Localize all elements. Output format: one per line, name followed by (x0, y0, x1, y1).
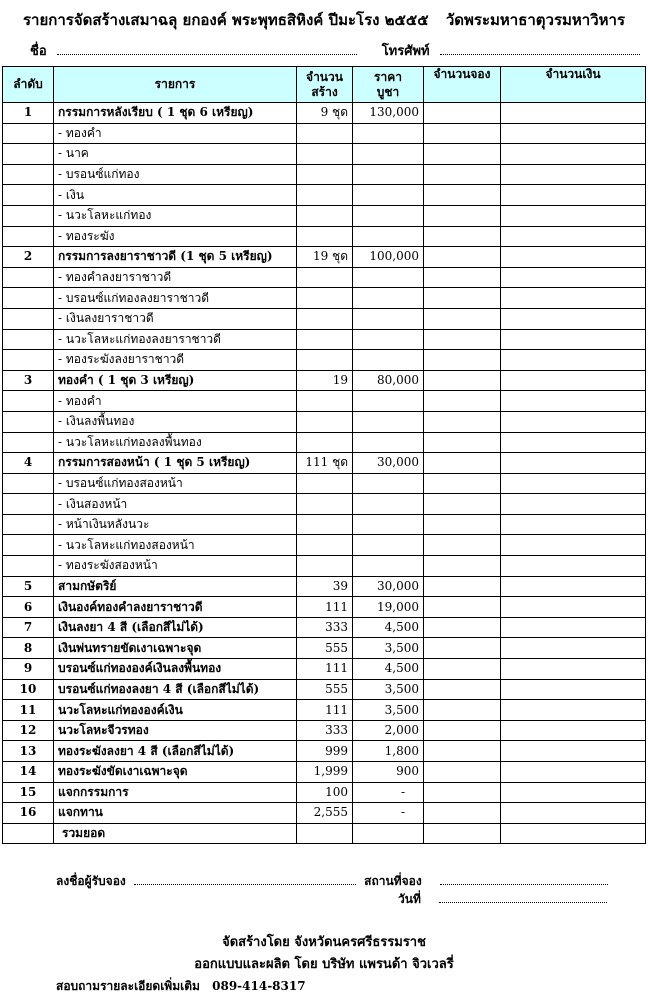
amount-cell[interactable] (501, 247, 646, 268)
contact-line (56, 977, 306, 996)
price: 3,500 (353, 638, 424, 659)
price: 3,500 (353, 679, 424, 700)
item-name: - ทองคำลงยาราชาวดี (54, 267, 297, 288)
price (353, 514, 424, 535)
phone-field[interactable] (440, 42, 640, 55)
price: 3,500 (353, 700, 424, 721)
quantity-built: 333 (297, 617, 353, 638)
amount-cell[interactable] (501, 556, 646, 577)
item-name: นวะโลหะแก่ทององค์เงิน (54, 700, 297, 721)
header-qty-line2: สร้าง (311, 84, 338, 99)
row-number: 16 (3, 803, 54, 824)
table-row (3, 782, 646, 803)
amount-cell[interactable] (501, 205, 646, 226)
table-row (3, 679, 646, 700)
price: 130,000 (353, 103, 424, 124)
price: - (353, 782, 424, 803)
reserve-cell[interactable] (424, 473, 501, 494)
quantity-built (297, 473, 353, 494)
price: 30,000 (353, 453, 424, 474)
price: - (353, 803, 424, 824)
quantity-built: 2,555 (297, 803, 353, 824)
price: 900 (353, 762, 424, 783)
row-number: 6 (3, 597, 54, 618)
table-row (3, 741, 646, 762)
item-name: - ทองคำ (54, 391, 297, 412)
price (353, 535, 424, 556)
amount-cell[interactable] (501, 103, 646, 124)
total-row (3, 823, 646, 844)
reserve-cell[interactable] (424, 205, 501, 226)
price: 100,000 (353, 247, 424, 268)
amount-cell[interactable] (501, 453, 646, 474)
quantity-built (297, 823, 353, 844)
item-name: - นวะโลหะแก่ทองลงพื้นทอง (54, 432, 297, 453)
item-name: แจกทาน (54, 803, 297, 824)
item-name: บรอนซ์แก่ทององค์เงินลงพื้นทอง (54, 659, 297, 680)
amount-cell[interactable] (501, 638, 646, 659)
sub-item-row (3, 535, 646, 556)
amount-cell[interactable] (501, 597, 646, 618)
reserve-cell[interactable] (424, 514, 501, 535)
header-price-line1: ราคา (374, 69, 402, 84)
place-label: สถานที่จอง (364, 874, 422, 888)
amount-cell[interactable] (501, 391, 646, 412)
amount-cell[interactable] (501, 288, 646, 309)
row-number: 11 (3, 700, 54, 721)
row-number (3, 514, 54, 535)
reserve-cell[interactable] (424, 803, 501, 824)
price (353, 329, 424, 350)
item-name: เงินลงยา 4 สี (เลือกสีไม่ได้) (54, 617, 297, 638)
price: 2,000 (353, 720, 424, 741)
quantity-built: 111 ชุด (297, 453, 353, 474)
price (353, 308, 424, 329)
place-field[interactable] (440, 872, 608, 885)
signer-line (56, 872, 608, 891)
table-row (3, 617, 646, 638)
item-name: สามกษัตริย์ (54, 576, 297, 597)
reserve-cell[interactable] (424, 720, 501, 741)
item-name: บรอนซ์แก่ทองลงยา 4 สี (เลือกสีไม่ได้) (54, 679, 297, 700)
item-name: กรรมการหลังเรียบ ( 1 ชุด 6 เหรียญ) (54, 103, 297, 124)
amount-cell[interactable] (501, 617, 646, 638)
quantity-built (297, 205, 353, 226)
sub-item-row (3, 226, 646, 247)
sub-item-row (3, 494, 646, 515)
amount-cell[interactable] (501, 700, 646, 721)
sub-item-row (3, 308, 646, 329)
price (353, 205, 424, 226)
item-name: - บรอนซ์แก่ทอง (54, 164, 297, 185)
reserve-cell[interactable] (424, 329, 501, 350)
sub-item-row (3, 514, 646, 535)
date-line (398, 890, 607, 909)
amount-cell[interactable] (501, 679, 646, 700)
row-number (3, 535, 54, 556)
reserve-cell[interactable] (424, 247, 501, 268)
amount-cell[interactable] (501, 659, 646, 680)
row-number (3, 329, 54, 350)
item-name: กรรมการลงยาราชาวดี (1 ชุด 5 เหรียญ) (54, 247, 297, 268)
item-name: - เงิน (54, 185, 297, 206)
quantity-built: 9 ชุด (297, 103, 353, 124)
price (353, 288, 424, 309)
phone-label: โทรศัพท์ (381, 44, 430, 59)
row-number (3, 823, 54, 844)
reserve-cell[interactable] (424, 432, 501, 453)
sub-item-row (3, 267, 646, 288)
sub-item-row (3, 556, 646, 577)
title-main: รายการจัดสร้างเสมาฉลุ ยกองค์ พระพุทธสิหิงค์ ปีมะโรง ๒๕๕๕ (22, 11, 429, 29)
row-number (3, 494, 54, 515)
table-row (3, 659, 646, 680)
item-name: กรรมการสองหน้า ( 1 ชุด 5 เหรียญ) (54, 453, 297, 474)
reserve-cell[interactable] (424, 391, 501, 412)
made-by: จัดสร้างโดย จังหวัดนครศรีธรรมราช (222, 935, 426, 950)
table-row (3, 762, 646, 783)
quantity-built (297, 185, 353, 206)
quantity-built: 111 (297, 700, 353, 721)
reserve-cell[interactable] (424, 679, 501, 700)
reserve-cell[interactable] (424, 185, 501, 206)
row-number: 13 (3, 741, 54, 762)
date-field[interactable] (439, 890, 607, 903)
amount-cell[interactable] (501, 514, 646, 535)
reserve-cell[interactable] (424, 267, 501, 288)
amount-cell[interactable] (501, 411, 646, 432)
table-row (3, 247, 646, 268)
reserve-cell[interactable] (424, 556, 501, 577)
row-number (3, 308, 54, 329)
row-number (3, 556, 54, 577)
table-row (3, 103, 646, 124)
quantity-built: 19 (297, 370, 353, 391)
row-number (3, 164, 54, 185)
quantity-built (297, 329, 353, 350)
table-body (3, 103, 646, 844)
price (353, 432, 424, 453)
price (353, 185, 424, 206)
amount-cell[interactable] (501, 144, 646, 165)
table-row (3, 597, 646, 618)
price (353, 494, 424, 515)
sub-item-row (3, 350, 646, 371)
row-number (3, 267, 54, 288)
row-number (3, 144, 54, 165)
header-reserve: จำนวนจอง (424, 67, 501, 103)
quantity-built (297, 226, 353, 247)
row-number (3, 391, 54, 412)
amount-cell[interactable] (501, 123, 646, 144)
table-row (3, 453, 646, 474)
reserve-cell[interactable] (424, 164, 501, 185)
reserve-cell[interactable] (424, 144, 501, 165)
price: 4,500 (353, 659, 424, 680)
item-name: - นาค (54, 144, 297, 165)
reserve-cell[interactable] (424, 617, 501, 638)
quantity-built (297, 514, 353, 535)
quantity-built (297, 350, 353, 371)
amount-cell[interactable] (501, 576, 646, 597)
row-number: 7 (3, 617, 54, 638)
reserve-cell[interactable] (424, 638, 501, 659)
amount-cell[interactable] (501, 370, 646, 391)
row-number: 10 (3, 679, 54, 700)
sub-item-row (3, 411, 646, 432)
quantity-built (297, 494, 353, 515)
item-name: ทองระฆังลงยา 4 สี (เลือกสีไม่ได้) (54, 741, 297, 762)
amount-cell[interactable] (501, 803, 646, 824)
reserve-cell[interactable] (424, 576, 501, 597)
sub-item-row (3, 123, 646, 144)
sub-item-row (3, 164, 646, 185)
item-name: ทองระฆังขัดเงาเฉพาะจุด (54, 762, 297, 783)
amount-cell[interactable] (501, 267, 646, 288)
order-table (2, 66, 646, 844)
price (353, 823, 424, 844)
row-number: 5 (3, 576, 54, 597)
contact-label: สอบถามรายละเอียดเพิ่มเติม (56, 979, 200, 993)
sub-item-row (3, 144, 646, 165)
header-qty (297, 67, 353, 103)
row-number (3, 123, 54, 144)
row-number: 2 (3, 247, 54, 268)
quantity-built (297, 288, 353, 309)
table-row (3, 576, 646, 597)
reserve-cell[interactable] (424, 494, 501, 515)
table-row (3, 370, 646, 391)
price (353, 123, 424, 144)
quantity-built: 1,999 (297, 762, 353, 783)
amount-cell[interactable] (501, 226, 646, 247)
sub-item-row (3, 473, 646, 494)
item-name: นวะโลหะจีวรทอง (54, 720, 297, 741)
table-row (3, 803, 646, 824)
contact-fill-line (30, 40, 640, 61)
row-number (3, 473, 54, 494)
reserve-cell[interactable] (424, 226, 501, 247)
item-name: รวมยอด (54, 823, 297, 844)
quantity-built: 333 (297, 720, 353, 741)
quantity-built (297, 164, 353, 185)
reserve-cell[interactable] (424, 308, 501, 329)
reserve-cell[interactable] (424, 782, 501, 803)
designed-by: ออกแบบและผลิต โดย บริษัท แพรนด้า จิวเวลรี่ (194, 957, 454, 972)
row-number: 4 (3, 453, 54, 474)
amount-cell[interactable] (501, 535, 646, 556)
header-item: รายการ (54, 67, 297, 103)
header-qty-line1: จำนวน (306, 69, 343, 84)
document-title (0, 8, 648, 32)
contact-phone: 089-414-8317 (212, 979, 306, 993)
reserve-cell[interactable] (424, 123, 501, 144)
sub-item-row (3, 288, 646, 309)
quantity-built: 100 (297, 782, 353, 803)
quantity-built (297, 556, 353, 577)
amount-cell[interactable] (501, 350, 646, 371)
table-row (3, 638, 646, 659)
sub-item-row (3, 432, 646, 453)
quantity-built: 39 (297, 576, 353, 597)
table-row (3, 720, 646, 741)
item-name: แจกกรรมการ (54, 782, 297, 803)
item-name: - นวะโลหะแก่ทองลงยาราชาวดี (54, 329, 297, 350)
row-number: 9 (3, 659, 54, 680)
reserve-cell[interactable] (424, 597, 501, 618)
reserve-cell[interactable] (424, 762, 501, 783)
signer-field[interactable] (134, 872, 356, 885)
header-amount: จำนวนเงิน (501, 67, 646, 103)
item-name: เงินองค์ทองคำลงยาราชาวดี (54, 597, 297, 618)
item-name: - บรอนซ์แก่ทองลงยาราชาวดี (54, 288, 297, 309)
signer-label: ลงชื่อผู้รับจอง (56, 874, 126, 888)
row-number: 15 (3, 782, 54, 803)
row-number (3, 411, 54, 432)
item-name: - นวะโลหะแก่ทอง (54, 205, 297, 226)
price (353, 226, 424, 247)
reserve-cell[interactable] (424, 350, 501, 371)
price: 4,500 (353, 617, 424, 638)
name-field[interactable] (57, 42, 357, 55)
row-number: 3 (3, 370, 54, 391)
header-price (353, 67, 424, 103)
row-number (3, 432, 54, 453)
row-number (3, 288, 54, 309)
header-no: ลำดับ (3, 67, 54, 103)
price (353, 350, 424, 371)
sub-item-row (3, 205, 646, 226)
row-number: 8 (3, 638, 54, 659)
amount-cell[interactable] (501, 473, 646, 494)
row-number: 12 (3, 720, 54, 741)
item-name: - ทองคำ (54, 123, 297, 144)
sub-item-row (3, 329, 646, 350)
quantity-built: 555 (297, 679, 353, 700)
amount-cell[interactable] (501, 494, 646, 515)
table-row (3, 700, 646, 721)
quantity-built (297, 267, 353, 288)
item-name: - หน้าเงินหลังนวะ (54, 514, 297, 535)
price (353, 391, 424, 412)
reserve-cell[interactable] (424, 700, 501, 721)
amount-cell[interactable] (501, 164, 646, 185)
sub-item-row (3, 185, 646, 206)
sub-item-row (3, 391, 646, 412)
name-label: ชื่อ (30, 44, 47, 59)
item-name: - นวะโลหะแก่ทองสองหน้า (54, 535, 297, 556)
price (353, 267, 424, 288)
item-name: - บรอนซ์แก่ทองสองหน้า (54, 473, 297, 494)
reserve-cell[interactable] (424, 288, 501, 309)
quantity-built (297, 432, 353, 453)
amount-cell[interactable] (501, 329, 646, 350)
amount-cell[interactable] (501, 308, 646, 329)
item-name: - ทองระฆัง (54, 226, 297, 247)
price (353, 144, 424, 165)
header-price-line2: บูชา (376, 84, 400, 99)
quantity-built: 555 (297, 638, 353, 659)
quantity-built (297, 123, 353, 144)
table-header-row (3, 67, 646, 103)
price: 30,000 (353, 576, 424, 597)
item-name: ทองคำ ( 1 ชุด 3 เหรียญ) (54, 370, 297, 391)
quantity-built: 111 (297, 659, 353, 680)
reserve-cell[interactable] (424, 823, 501, 844)
item-name: เงินพ่นทรายขัดเงาเฉพาะจุด (54, 638, 297, 659)
price: 19,000 (353, 597, 424, 618)
quantity-built: 111 (297, 597, 353, 618)
reserve-cell[interactable] (424, 370, 501, 391)
row-number (3, 226, 54, 247)
price (353, 556, 424, 577)
item-name: - ทองระฆังสองหน้า (54, 556, 297, 577)
row-number (3, 205, 54, 226)
quantity-built (297, 391, 353, 412)
item-name: - เงินลงพื้นทอง (54, 411, 297, 432)
reserve-cell[interactable] (424, 411, 501, 432)
price (353, 473, 424, 494)
title-temple: วัดพระมหาธาตุวรมหาวิหาร (445, 11, 626, 29)
reserve-cell[interactable] (424, 103, 501, 124)
reserve-cell[interactable] (424, 741, 501, 762)
row-number: 14 (3, 762, 54, 783)
amount-cell[interactable] (501, 762, 646, 783)
row-number (3, 350, 54, 371)
reserve-cell[interactable] (424, 453, 501, 474)
amount-cell[interactable] (501, 823, 646, 844)
quantity-built (297, 535, 353, 556)
price: 1,800 (353, 741, 424, 762)
quantity-built (297, 411, 353, 432)
amount-cell[interactable] (501, 741, 646, 762)
row-number (3, 185, 54, 206)
amount-cell[interactable] (501, 782, 646, 803)
price (353, 164, 424, 185)
quantity-built: 19 ชุด (297, 247, 353, 268)
quantity-built: 999 (297, 741, 353, 762)
reserve-cell[interactable] (424, 535, 501, 556)
amount-cell[interactable] (501, 432, 646, 453)
reserve-cell[interactable] (424, 659, 501, 680)
row-number: 1 (3, 103, 54, 124)
amount-cell[interactable] (501, 720, 646, 741)
quantity-built (297, 308, 353, 329)
item-name: - ทองระฆังลงยาราชาวดี (54, 350, 297, 371)
quantity-built (297, 144, 353, 165)
item-name: - เงินสองหน้า (54, 494, 297, 515)
amount-cell[interactable] (501, 185, 646, 206)
date-label: วันที่ (398, 892, 421, 906)
price (353, 411, 424, 432)
price: 80,000 (353, 370, 424, 391)
item-name: - เงินลงยาราชาวดี (54, 308, 297, 329)
